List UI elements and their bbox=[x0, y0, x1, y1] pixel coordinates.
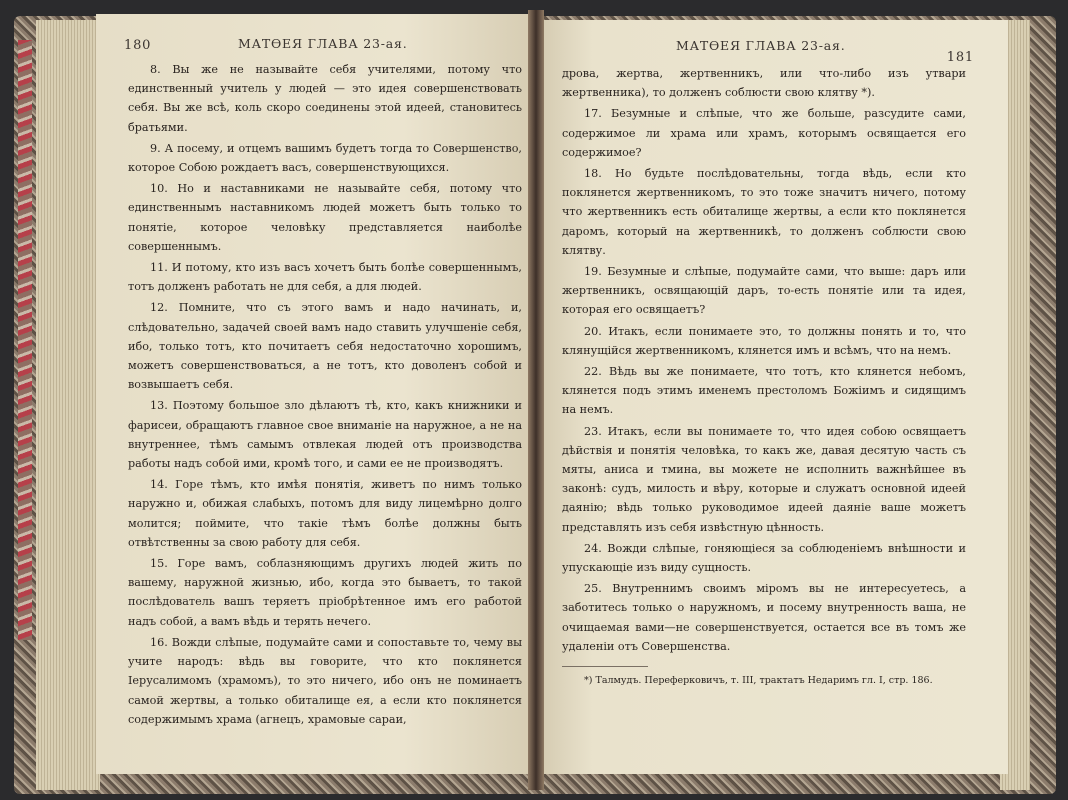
verse-paragraph: 19. Безумные и слѣпые, подумайте сами, что выше: даръ или жертвенникъ, освящающій даръ, то-есть понятіе или та идея, которая его освящаетъ? bbox=[562, 265, 966, 317]
verse-paragraph: 24. Вожди слѣпые, гоняющіеся за соблюденіемъ внѣшности и упускающіе изъ виду сущность. bbox=[562, 541, 966, 575]
footnote-divider bbox=[562, 666, 648, 667]
footnote: *) Талмудъ. Переферковичъ, т. III, трактатъ Недаримъ гл. I, стр. 186. bbox=[584, 675, 933, 687]
left-page bbox=[96, 14, 536, 774]
verse-paragraph: 20. Итакъ, если понимаете это, то должны понять и то, что клянущійся жертвенникомъ, клянется имъ и всѣмъ, что на немъ. bbox=[562, 324, 966, 357]
verse-paragraph: 15. Горе вамъ, соблазняющимъ другихъ людей жить по вашему, наружной жизнью, ибо, когда это бываетъ, то такой послѣдователь вашъ теряетъ пріобрѣтенное имъ его работой надъ собой, а вамъ вѣдь и терять нечего. bbox=[128, 557, 522, 628]
right-page-text bbox=[562, 64, 966, 688]
left-page-text bbox=[128, 60, 522, 729]
left-page-edges bbox=[36, 20, 100, 790]
right-page bbox=[536, 20, 1008, 774]
verse-paragraph: 14. Горе тѣмъ, кто имѣя понятія, живетъ по нимъ только наружно и, обижая слабыхъ, потомъ для виду лицемѣрно долго молится; поймите, что такіе тѣмъ болѣе должны быть отвѣтственны за свою работу для себя. bbox=[128, 478, 522, 549]
left-page-number: 180 bbox=[124, 38, 152, 53]
verse-paragraph: 22. Вѣдь вы же понимаете, что тотъ, кто клянется небомъ, клянется подъ этимъ именемъ престоломъ Божіимъ и сидящимъ на немъ. bbox=[562, 365, 966, 417]
book-gutter bbox=[528, 10, 544, 790]
verse-paragraph: 25. Внутреннимъ своимъ міромъ вы не интересуетесь, а заботитесь только о наружномъ, и посему внутренность ваша, не очищаемая вами—не совершенствуется, остается все въ томъ же удаленіи отъ Совершенства. bbox=[562, 582, 966, 653]
verse-paragraph: 13. Поэтому большое зло дѣлаютъ тѣ, кто, какъ книжники и фарисеи, обращаютъ главное свое вниманіе на наружное, а не на внутреннее, тѣмъ самымъ отвлекая людей отъ производства работы надъ собой ими, кромѣ того, и сами ее не производятъ. bbox=[128, 399, 522, 471]
verse-paragraph: 9. А посему, и отцемъ вашимъ будетъ тогда то Совершенство, которое Собою рождаетъ васъ, совершенствующихся. bbox=[128, 141, 522, 175]
right-running-title: МАТѲЕЯ ГЛАВА 23-ая. bbox=[676, 38, 846, 53]
verse-paragraph: 16. Вожди слѣпые, подумайте сами и сопоставьте то, чему вы учите народъ: вѣдь вы говорите, что кто поклянется Іерусалимомъ (храмомъ), то это ничего, ибо онъ не поминаетъ самой жертвы, а только обиталище ея, а если кто поклянется содержимымъ храма (агнецъ, храмовые сараи, bbox=[128, 635, 522, 726]
right-page-number: 181 bbox=[946, 50, 974, 65]
verse-paragraph: 10. Но и наставниками не называйте себя, потому что единственнымъ наставникомъ людей можетъ быть только то понятіе, которое человѣку представляется наиболѣе совершеннымъ. bbox=[128, 182, 522, 253]
right-page-header bbox=[562, 34, 974, 65]
verse-paragraph: 23. Итакъ, если вы понимаете то, что идея собою освящаетъ дѣйствія и понятія человѣка, то какъ же, давая десятую часть съ мяты, аниса и тмина, вы можете не исполнить важнѣйшее въ законѣ: судъ, милость и вѣру, которые и служатъ основной идеей даянію; вѣдь только руководимое идеей даяніе ваше можетъ представлять изъ себя извѣстную цѣнность. bbox=[562, 424, 966, 534]
left-running-title: МАТѲЕЯ ГЛАВА 23-ая. bbox=[238, 36, 408, 51]
cover-marbled-edge bbox=[18, 40, 32, 640]
verse-paragraph: 18. Но будьте послѣдовательны, тогда вѣдь, если кто поклянется жертвенникомъ, то это тоже значитъ ничего, потому что жертвенникъ есть обиталище жертвы, а если кто поклянется даромъ, который на жертвенникѣ, то долженъ соблюсти свою клятву. bbox=[562, 167, 966, 257]
continuation-paragraph: дрова, жертва, жертвенникъ, или что-либо изъ утвари жертвенника), то долженъ соблюсти свою клятву *). bbox=[562, 67, 966, 100]
verse-paragraph: 8. Вы же не называйте себя учителями, потому что единственный учитель у людей — это идея совершенствовать себя. Вы же всѣ, коль скоро соединены этой идеей, становитесь братьями. bbox=[128, 63, 522, 134]
verse-paragraph: 11. И потому, кто изъ васъ хочетъ быть болѣе совершеннымъ, тотъ долженъ работать не для себя, а для людей. bbox=[128, 261, 522, 294]
verse-paragraph: 17. Безумные и слѣпые, что же больше, разсудите сами, содержимое ли храма или храмъ, которымъ освящается его содержимое? bbox=[562, 107, 966, 159]
left-page-header bbox=[124, 34, 522, 54]
verse-paragraph: 12. Помните, что съ этого вамъ и надо начинать, и, слѣдовательно, задачей своей вамъ надо ставить улучшеніе себя, ибо, только тотъ, кто почитаетъ себя недостаточно хорошимъ, можетъ совершенствоваться, а не тотъ, кто доволенъ собой и возвышаетъ себя. bbox=[128, 301, 522, 392]
